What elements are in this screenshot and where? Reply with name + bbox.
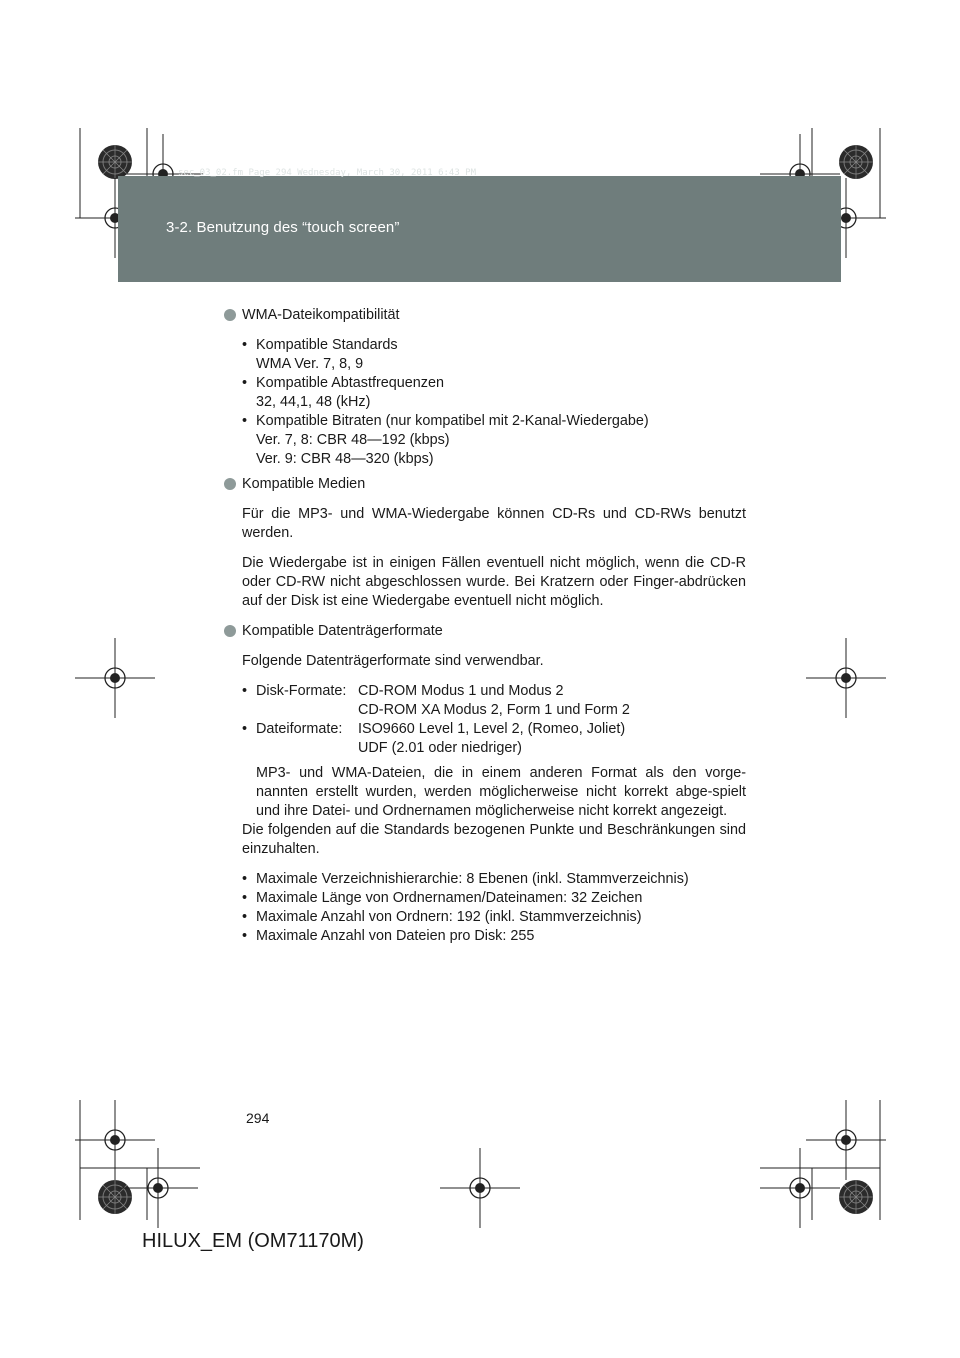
limits-list: [242, 870, 746, 946]
media-heading: Kompatible Medien: [224, 475, 746, 494]
wma-list: [242, 336, 746, 469]
list-subitem: WMA Ver. 7, 8, 9: [256, 356, 364, 372]
registration-wheel-icon: [839, 1180, 873, 1214]
registration-wheel-icon: [839, 145, 873, 179]
media-paragraph: Die Wiedergabe ist in einigen Fällen eventuell nicht möglich, wenn die CD-R oder CD-RW nicht abgeschlossen wurde. Bei Kratzern oder Finger-abdrücken auf der Disk ist eine Wiedergabe eventuell nicht möglich.: [242, 555, 746, 609]
media-paragraph: Für die MP3- und WMA-Wiedergabe können CD-Rs und CD-RWs benutzt werden.: [242, 506, 746, 541]
disk-format-value: CD-ROM XA Modus 2, Form 1 und Form 2: [358, 702, 630, 718]
file-format-value: UDF (2.01 oder niedriger): [358, 740, 522, 756]
bullet-circle-icon: [224, 478, 236, 490]
registration-wheel-icon: [98, 1180, 132, 1214]
list-subitem: 32, 44,1, 48 (kHz): [256, 394, 371, 410]
section-title: 3-2. Benutzung des “touch screen”: [166, 219, 400, 236]
disk-format-value: CD-ROM Modus 1 und Modus 2: [358, 683, 564, 699]
page-content: [224, 306, 746, 952]
list-subitem: Ver. 7, 8: CBR 48—192 (kbps): [256, 432, 450, 448]
list-item: [242, 720, 746, 758]
formats-list: [242, 682, 746, 758]
list-subitem: Ver. 9: CBR 48—320 (kbps): [256, 451, 434, 467]
list-item: • Kompatible Bitraten (nur kompatibel mit 2-Kanal-Wiedergabe): [242, 412, 746, 431]
list-item: • Maximale Anzahl von Dateien pro Disk: 255: [242, 927, 746, 946]
file-format-value: ISO9660 Level 1, Level 2, (Romeo, Joliet): [358, 721, 626, 737]
bullet-circle-icon: [224, 625, 236, 637]
formats-intro: Folgende Datenträgerformate sind verwendbar.: [242, 653, 544, 669]
document-code: HILUX_EM (OM71170M): [142, 1230, 364, 1252]
disk-formats-label: • Disk-Formate:: [256, 683, 347, 699]
formats-heading: Kompatible Datenträgerformate: [224, 622, 746, 641]
list-item: [242, 682, 746, 720]
list-item: • Kompatible Standards: [242, 336, 746, 355]
page-number: 294: [246, 1110, 270, 1126]
formats-closing: Die folgenden auf die Standards bezogenen Punkte und Beschränkungen sind einzuhalten.: [242, 822, 746, 857]
print-file-info: sec_03_02.fm Page 294 Wednesday, March 30, 2011 6:43 PM: [178, 168, 477, 178]
list-item: • Maximale Länge von Ordnernamen/Dateinamen: 32 Zeichen: [242, 889, 746, 908]
list-item: • Maximale Verzeichnishierarchie: 8 Ebenen (inkl. Stammverzeichnis): [242, 870, 746, 889]
list-item: • Maximale Anzahl von Ordnern: 192 (inkl. Stammverzeichnis): [242, 908, 746, 927]
bullet-circle-icon: [224, 309, 236, 321]
formats-note: MP3- und WMA-Dateien, die in einem anderen Format als den vorge-nannten erstellt wurden, werden möglicherweise nicht korrekt abge-spielt und ihre Datei- und Ordnernamen möglicherweise nicht korrekt angezeigt.: [256, 765, 746, 819]
list-item: • Kompatible Abtastfrequenzen: [242, 374, 746, 393]
file-formats-label: • Dateiformate:: [256, 721, 343, 737]
wma-heading: WMA-Dateikompatibilität: [224, 306, 746, 325]
